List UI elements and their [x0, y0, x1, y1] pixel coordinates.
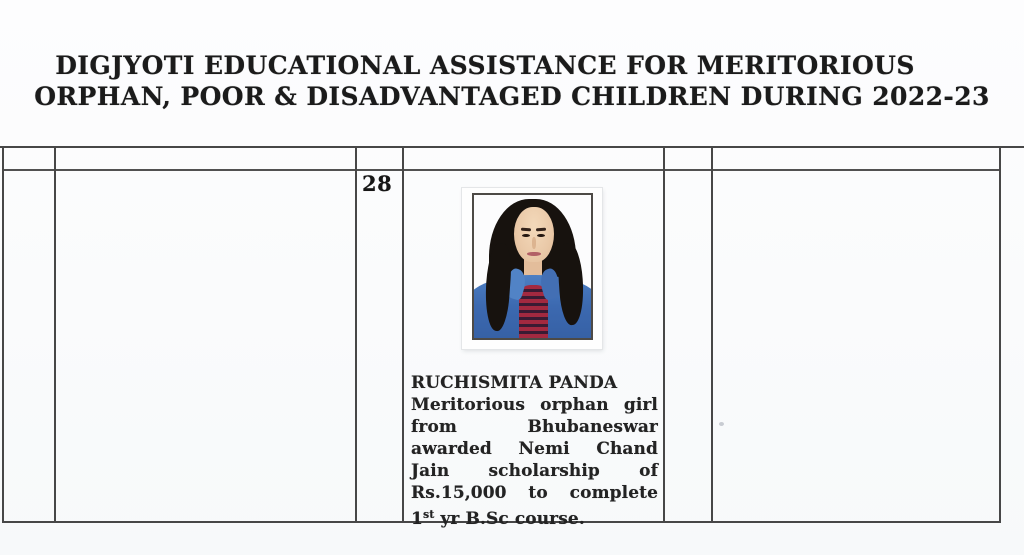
table-col-line-4 — [663, 146, 665, 523]
table-col-line-3 — [402, 146, 404, 523]
table-right-border — [999, 146, 1001, 523]
page-title-line-2: ORPHAN, POOR & DISADVANTAGED CHILDREN DURING 2022-23 — [34, 82, 990, 111]
portrait-face — [514, 207, 554, 262]
portrait-nose — [532, 237, 536, 249]
description-line: Rs.15,000 to complete — [411, 483, 658, 503]
table-top-border — [0, 146, 1024, 148]
student-name: RUCHISMITA PANDA — [411, 373, 618, 393]
description-line: Jain scholarship of — [411, 461, 658, 481]
table-col-line-1 — [54, 146, 56, 523]
scan-speck — [719, 422, 724, 426]
description-line: Meritorious orphan girl — [411, 395, 658, 415]
page-title-line-1: DIGJYOTI EDUCATIONAL ASSISTANCE FOR MERITORIOUS — [55, 51, 915, 80]
description-line: awarded Nemi Chand — [411, 439, 658, 459]
table-header-divider — [2, 169, 1001, 171]
photo-frame — [472, 193, 593, 340]
portrait-eyebrow-left — [521, 228, 531, 231]
portrait-eye-left — [522, 234, 531, 237]
description-line: from Bhubaneswar — [411, 417, 658, 437]
portrait-eye-right — [537, 234, 546, 237]
table-col-line-2 — [355, 146, 357, 523]
portrait-lips — [527, 252, 541, 256]
portrait-eyebrow-right — [536, 228, 546, 231]
ordinal-number: 1 — [411, 509, 423, 529]
serial-number: 28 — [362, 171, 393, 196]
description-last-line — [411, 504, 658, 530]
description-last-line-rest: yr B.Sc course. — [434, 509, 585, 529]
page-title — [0, 50, 1024, 112]
ordinal-suffix: st — [422, 508, 435, 521]
table-left-border — [2, 146, 4, 523]
student-photo — [462, 188, 602, 349]
entry-description — [411, 372, 658, 530]
table-col-line-5 — [711, 146, 713, 523]
